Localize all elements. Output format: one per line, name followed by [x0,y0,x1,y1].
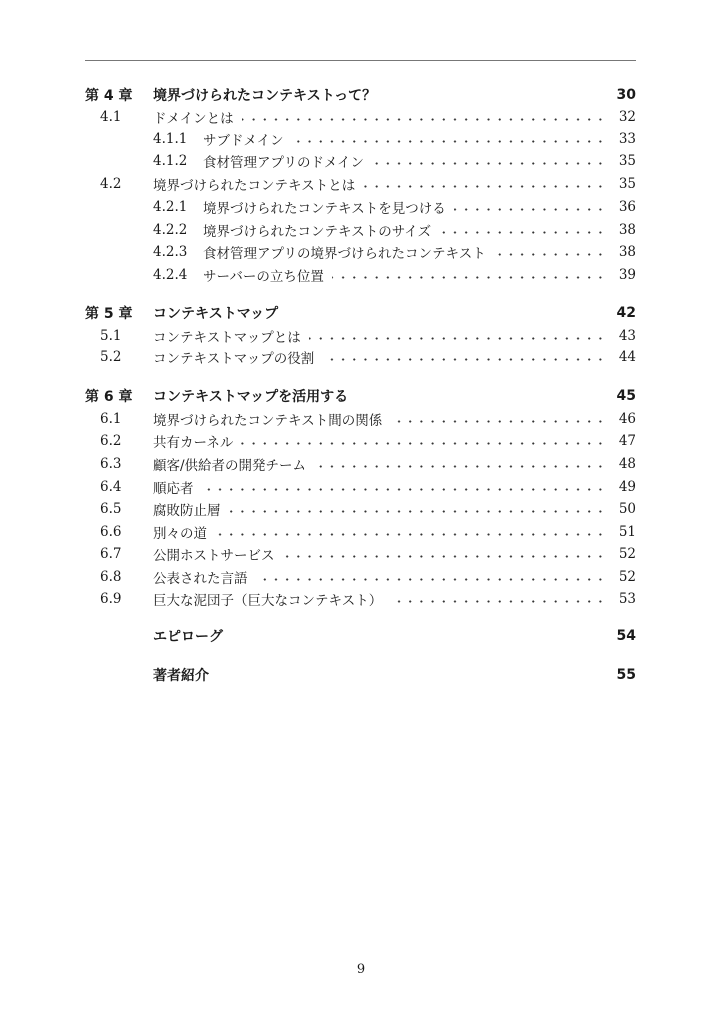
toc-entry-section[interactable] [0,477,722,497]
toc-entry-title: 境界づけられたコンテキストとは [153,178,356,194]
toc-entry-number: 5.1 [100,328,122,344]
toc-entry-page: 39 [618,267,636,283]
toc-entry-section[interactable] [0,431,722,451]
toc-entry-title: コンテキストマップを活用する [153,389,349,405]
toc-entry-page: 33 [618,131,636,147]
toc-entry-chapter[interactable] [0,626,722,646]
toc-entry-chapter[interactable] [0,303,722,323]
toc-entry-page: 30 [616,87,636,103]
toc-entry-title: 公表された言語 [153,571,248,587]
toc-entry-number: 4.2.1 [153,199,188,215]
toc-entry-page: 50 [618,501,636,517]
toc-entry-number: 5.2 [100,349,122,365]
dot-leader [292,140,606,143]
toc-entry-section[interactable] [0,454,722,474]
toc-entry-page: 46 [618,411,636,427]
toc-entry-title: サブドメイン [203,133,284,149]
dot-leader [454,208,606,211]
dot-leader [439,231,606,234]
toc-entry-number: 6.1 [100,411,122,427]
toc-entry-section[interactable] [0,544,722,564]
dot-leader [314,465,606,468]
toc-entry-number: 6.8 [100,569,122,585]
toc-entry-page: 35 [618,153,636,169]
toc-entry-number: 6.3 [100,456,122,472]
dot-leader [242,118,606,121]
toc-entry-page: 48 [618,456,636,472]
dot-leader [309,337,606,340]
toc-entry-page: 55 [616,667,636,683]
toc-entry-page: 43 [618,328,636,344]
toc-entry-number: 4.1 [100,109,122,125]
toc-entry-number: 4.2 [100,176,122,192]
toc-entry-number: 4.2.3 [153,244,188,260]
toc-entry-title: 別々の道 [153,526,207,542]
toc-entry-subsection[interactable] [0,129,722,149]
toc-entry-title: サーバーの立ち位置 [203,269,324,285]
toc-entry-title: コンテキストマップとは [153,330,301,346]
toc-entry-title: 著者紹介 [153,668,209,684]
toc-entry-title: 腐敗防止層 [153,503,221,519]
toc-entry-page: 52 [618,546,636,562]
toc-entry-number: 6.6 [100,524,122,540]
dot-leader [283,555,606,558]
toc-entry-page: 49 [618,479,636,495]
toc-entry-title: 食材管理アプリの境界づけられたコンテキスト [203,246,486,262]
toc-entry-title: コンテキストマップ [153,306,279,322]
toc-entry-page: 47 [618,433,636,449]
dot-leader [332,276,606,279]
toc-entry-subsection[interactable] [0,151,722,171]
toc-entry-number: 4.1.1 [153,131,188,147]
toc-entry-title: 境界づけられたコンテキストって？ [153,88,377,104]
dot-leader [372,162,606,165]
header-rule [85,60,636,61]
dot-leader [215,533,606,536]
toc-entry-page: 51 [618,524,636,540]
toc-entry-section[interactable] [0,522,722,542]
toc-entry-number: 6.2 [100,433,122,449]
dot-leader [322,358,606,361]
toc-entry-page: 54 [616,628,636,644]
toc-entry-title: 顧客/供給者の開発チーム [153,458,307,474]
toc-entry-title: 巨大な泥団子（巨大なコンテキスト） [153,593,383,609]
dot-leader [202,488,606,491]
toc-entry-page: 45 [616,388,636,404]
toc-entry-title: コンテキストマップの役割 [153,351,315,367]
toc-entry-number: 6.5 [100,501,122,517]
toc-entry-section[interactable] [0,589,722,609]
toc-entry-chapter[interactable] [0,85,722,105]
toc-entry-title: ドメインとは [153,111,234,127]
toc-entry-page: 44 [618,349,636,365]
dot-leader [390,600,606,603]
toc-entry-subsection[interactable] [0,242,722,262]
dot-leader [256,578,606,581]
toc-entry-number: 第 5 章 [85,306,133,322]
toc-entry-title: 公開ホストサービス [153,548,275,564]
toc-entry-subsection[interactable] [0,220,722,240]
toc-entry-section[interactable] [0,347,722,367]
toc-entry-number: 第 6 章 [85,389,133,405]
toc-entry-title: 共有カーネル [153,435,234,451]
toc-entry-page: 42 [616,305,636,321]
dot-leader [241,442,606,445]
dot-leader [494,253,606,256]
toc-entry-title: 順応者 [153,481,194,497]
toc-entry-page: 35 [618,176,636,192]
toc-entry-number: 4.2.4 [153,267,188,283]
toc-entry-title: 境界づけられたコンテキストのサイズ [203,224,432,240]
toc-entry-number: 6.7 [100,546,122,562]
toc-entry-section[interactable] [0,326,722,346]
toc-entry-section[interactable] [0,567,722,587]
toc-entry-section[interactable] [0,174,722,194]
toc-entry-title: エピローグ [153,629,223,645]
toc-entry-number: 4.1.2 [153,153,188,169]
toc-entry-number: 4.2.2 [153,222,188,238]
toc-entry-title: 食材管理アプリのドメイン [203,155,365,171]
toc-entry-page: 38 [618,222,636,238]
toc-entry-title: 境界づけられたコンテキスト間の関係 [153,413,383,429]
toc-entry-number: 第 4 章 [85,88,133,104]
toc-entry-page: 36 [618,199,636,215]
toc-entry-section[interactable] [0,499,722,519]
toc-entry-section[interactable] [0,409,722,429]
toc-entry-chapter[interactable] [0,386,722,406]
dot-leader [390,420,606,423]
toc-entry-number: 6.9 [100,591,122,607]
toc-entry-page: 32 [618,109,636,125]
toc-entry-page: 38 [618,244,636,260]
dot-leader [363,185,606,188]
toc-entry-chapter[interactable] [0,665,722,685]
toc-entry-subsection[interactable] [0,265,722,285]
toc-entry-subsection[interactable] [0,197,722,217]
page-number: 9 [356,962,366,977]
toc-entry-section[interactable] [0,107,722,127]
toc-entry-number: 6.4 [100,479,122,495]
toc-entry-page: 52 [618,569,636,585]
dot-leader [229,510,606,513]
toc-entry-page: 53 [618,591,636,607]
toc-entry-title: 境界づけられたコンテキストを見つける [203,201,446,217]
